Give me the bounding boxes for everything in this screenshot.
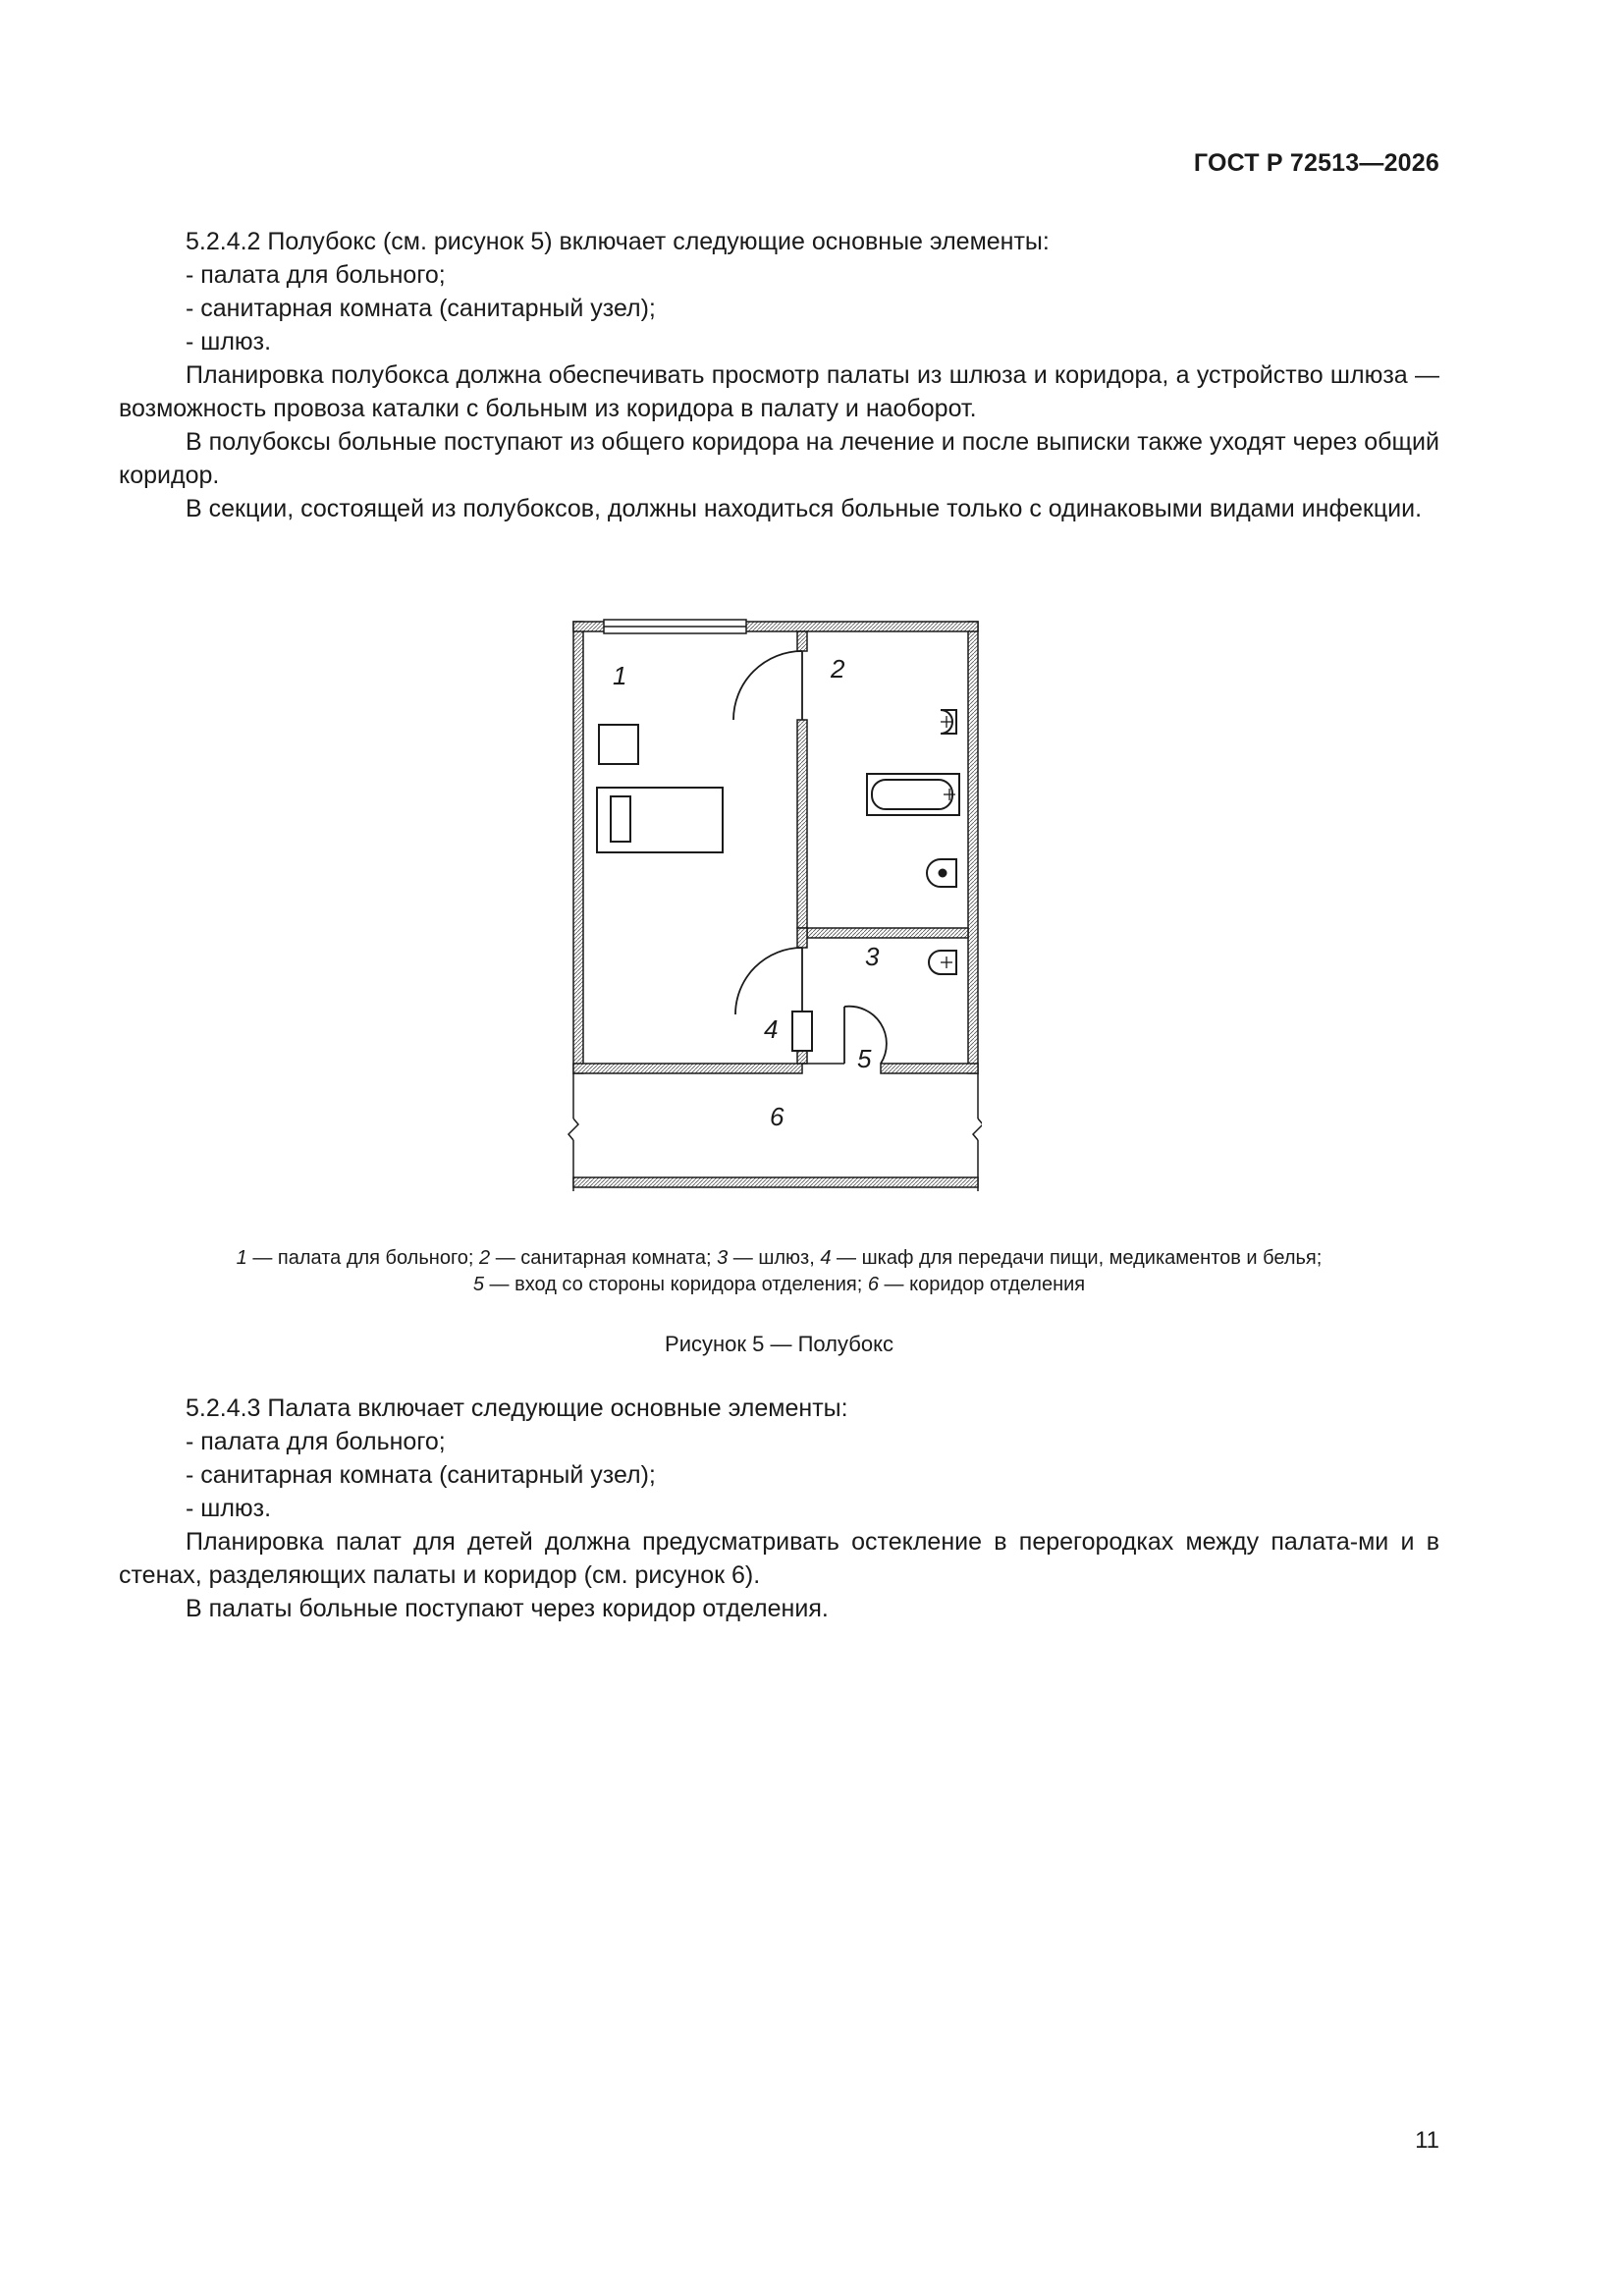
- washbasin-icon: [941, 710, 956, 734]
- list-item: - санитарная комната (санитарный узел);: [186, 1461, 656, 1489]
- legend-line: 5 — вход со стороны коридора отделения; 6 — коридор отделения: [472, 1274, 1086, 1295]
- floor-plan-drawing: [550, 614, 982, 1203]
- washbasin-icon: [929, 951, 956, 974]
- section-intro: 5.2.4.3 Палата включает следующие основные элементы:: [186, 1394, 848, 1422]
- list-item: - шлюз.: [186, 328, 272, 355]
- corridor: [568, 1073, 982, 1191]
- doors: [733, 651, 887, 1064]
- toilet-icon: [927, 859, 956, 887]
- section-5-2-4-2: [119, 225, 1439, 525]
- label-cabinet-4: 4: [764, 1014, 779, 1044]
- list-item: - палата для больного;: [186, 261, 446, 289]
- pillow: [611, 796, 630, 842]
- page-number: 11: [1415, 2127, 1439, 2154]
- paragraph: Планировка полубокса должна обеспечивать просмотр палаты из шлюза и коридора, а устройство шлюза — возможность провоза каталки с больным из коридора в палату и наоборот.: [119, 361, 1439, 422]
- pass-through-cabinet: [792, 1011, 812, 1051]
- list-item: - палата для больного;: [186, 1428, 446, 1455]
- interior-walls: [797, 631, 968, 1064]
- section-intro: 5.2.4.2 Полубокс (см. рисунок 5) включает следующие основные элементы:: [186, 228, 1050, 255]
- paragraph: В палаты больные поступают через коридор отделения.: [186, 1595, 829, 1622]
- list-item: - санитарная комната (санитарный узел);: [186, 295, 656, 322]
- bedside-table: [599, 725, 638, 764]
- label-corridor-6: 6: [770, 1102, 784, 1131]
- figure-legend: [119, 1245, 1439, 1298]
- figure-caption: Рисунок 5 — Полубокс: [665, 1332, 893, 1356]
- document-code: ГОСТ Р 72513—2026: [1193, 149, 1439, 177]
- room-1-furniture: [597, 725, 723, 852]
- paragraph: В секции, состоящей из полубоксов, должны находиться больные только с одинаковыми видами инфекции.: [186, 495, 1423, 522]
- paragraph: В полубоксы больные поступают из общего коридора на лечение и после выписки также уходят через общий коридор.: [119, 428, 1439, 489]
- label-room-3: 3: [865, 942, 880, 971]
- list-item: - шлюз.: [186, 1495, 272, 1522]
- paragraph: Планировка палат для детей должна предусматривать остекление в перегородках между палата-ми и в стенах, разделяющих палаты и коридор (см. рисунок 6).: [119, 1528, 1439, 1589]
- label-room-2: 2: [831, 654, 845, 683]
- bathtub-icon: [867, 774, 959, 815]
- label-entrance-5: 5: [857, 1044, 872, 1073]
- section-5-2-4-3: [119, 1392, 1439, 1625]
- label-room-1: 1: [613, 661, 627, 690]
- floor-plan-figure: [550, 614, 982, 1203]
- window: [604, 620, 746, 633]
- legend-line: 1 — палата для больного; 2 — санитарная комната; 3 — шлюз, 4 — шкаф для передачи пищи, медикаментов и белья;: [236, 1247, 1323, 1269]
